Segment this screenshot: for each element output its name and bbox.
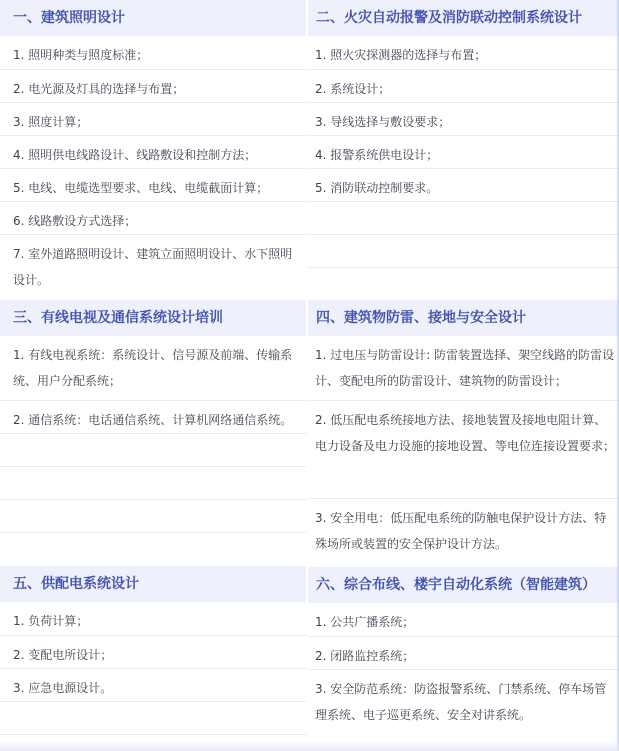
empty-row: [0, 467, 306, 500]
section-title-power-supply: 五、供配电系统设计: [0, 566, 306, 602]
list-item: 4. 照明供电线路设计、线路敷设和控制方法；: [0, 136, 306, 169]
list-item: 2. 变配电所设计；: [0, 636, 306, 669]
bottom-fade: [0, 741, 619, 751]
section-title-fire-alarm: 二、火灾自动报警及消防联动控制系统设计: [308, 0, 619, 36]
empty-row: [0, 434, 306, 467]
list-item: 3. 安全防范系统：防盗报警系统、门禁系统、停车场管理系统、电子巡更系统、安全对讲系统。: [315, 682, 607, 722]
list-item: 3. 照度计算；: [0, 103, 306, 136]
empty-row: [308, 268, 619, 300]
left-column: [0, 0, 306, 735]
list-item: 1. 公共广播系统；: [308, 603, 619, 637]
list-item: 1. 过电压与防雷设计: 防雷装置选择、架空线路的防雷设计、变配电所的防雷设计、建筑物的防雷设计；: [308, 336, 619, 401]
list-item: 2. 电光源及灯具的选择与布置；: [0, 70, 306, 103]
list-item: 5. 消防联动控制要求。: [308, 169, 619, 202]
list-item: 3. 应急电源设计。: [0, 669, 306, 702]
list-item: 2. 低压配电系统接地方法、接地装置及接地电阻计算、电力设备及电力设施的接地设置、等电位连接设置要求；: [308, 401, 619, 499]
section-title-lighting: 一、建筑照明设计: [0, 0, 306, 36]
list-item: 1. 照火灾探测器的选择与布置；: [308, 36, 619, 70]
empty-row: [308, 202, 619, 235]
list-item: 3. 安全用电：低压配电系统的防触电保护设计方法、特殊场所或装置的安全保护设计方法。: [315, 511, 607, 551]
list-item: 3. 导线选择与敷设要求；: [308, 103, 619, 136]
empty-row: [0, 533, 306, 566]
section-title-lightning-grounding: 四、建筑物防雷、接地与安全设计: [308, 300, 619, 336]
list-item: 4. 报警系统供电设计；: [308, 136, 619, 169]
list-item: 6. 线路敷设方式选择；: [0, 202, 306, 235]
list-item: 7. 室外道路照明设计、建筑立面照明设计、水下照明设计。: [13, 247, 293, 287]
empty-row: [0, 500, 306, 533]
empty-row: [308, 235, 619, 268]
list-item: 2. 通信系统：电话通信系统、计算机网络通信系统。: [0, 401, 306, 434]
empty-row: [0, 702, 306, 735]
list-item: 1. 负荷计算；: [0, 602, 306, 636]
list-item: 2. 闭路监控系统；: [308, 637, 619, 670]
section-title-cable-tv: 三、有线电视及通信系统设计培训: [0, 300, 306, 336]
list-item: 5. 电线、电缆选型要求、电线、电缆截面计算；: [0, 169, 306, 202]
list-item: 2. 系统设计；: [308, 70, 619, 103]
list-item: 1. 有线电视系统：系统设计、信号源及前端、传输系统、用户分配系统；: [0, 336, 306, 401]
section-title-intelligent-building: 六、综合布线、楼宇自动化系统（智能建筑）: [308, 567, 619, 603]
right-column: [308, 0, 619, 736]
list-item: 1. 照明种类与照度标准；: [0, 36, 306, 70]
